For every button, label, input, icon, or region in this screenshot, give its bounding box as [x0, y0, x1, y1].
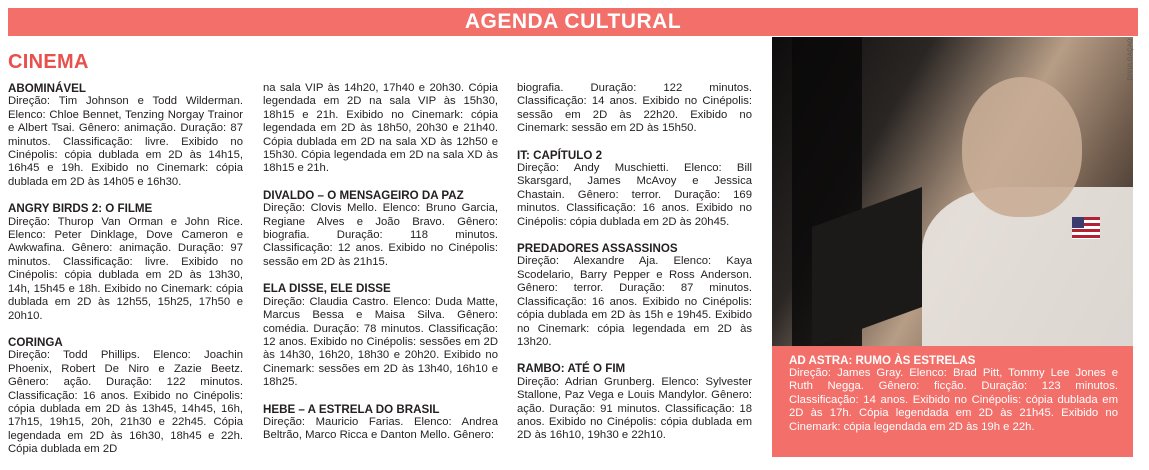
- entry-body: biografia. Duração: 122 minutos. Classificação: 14 anos. Exibido no Cinépolis: sessão em 2D às 22h20. Exibido no Cinemark: sessão em 2D às 15h50.: [517, 82, 752, 135]
- entry-body: Direção: Mauricio Farias. Elenco: Andrea Beltrão, Marco Ricca e Danton Mello. Gênero:: [263, 415, 498, 442]
- entry-body: Direção: Alexandre Aja. Elenco: Kaya Scodelario, Barry Pepper e Ross Anderson. Gênero: terror. Duração: 87 minutos. Classificação: 16 anos. Exibido no Cinépolis: cópia dublada em 2D às 15h e 19h45. Exibido no Cinemark: cópia legendada em 2D às 13h20.: [517, 255, 752, 348]
- entry-title: HEBE – A ESTRELA DO BRASIL: [263, 402, 440, 416]
- entry-body: Direção: Claudia Castro. Elenco: Duda Matte, Marcus Bessa e Maisa Silva. Gênero: comédia. Duração: 78 minutos. Classificação: 12 anos. Exibido no Cinépolis: sessões em 2D às 14h30, 16h20, 18h30 e 20h20. Exibido no Cinemark: sessões em 2D às 13h40, 16h10 e 18h25.: [263, 295, 498, 389]
- entry-body: na sala VIP às 14h20, 17h40 e 20h30. Cópia legendada em 2D na sala VIP às 15h30, 18h15 e 21h. Exibido no Cinemark: cópia legendada em 2D às 18h50, 20h30 e 21h40. Cópia dublada em 2D na sala XD às 12h50 e 15h30. Cópia legendada em 2D na sala XD às 18h15 e 21h.: [263, 82, 498, 175]
- entry-title: DIVALDO – O MENSAGEIRO DA PAZ: [263, 188, 464, 202]
- featured-title: AD ASTRA: RUMO ÀS ESTRELAS: [789, 354, 976, 367]
- entry-body: Direção: Adrian Grunberg. Elenco: Sylvester Stallone, Paz Vega e Louis Mandylor. Gênero: ação. Duração: 91 minutos. Classificação: 18 anos. Exibido no Cinépolis: cópia dublada em 2D às 16h10, 19h30 e 22h10.: [517, 375, 752, 442]
- entry-title: ANGRY BIRDS 2: O FILME: [8, 202, 153, 216]
- entry-body: Direção: Thurop Van Orman e John Rice. Elenco: Peter Dinklage, Dove Cameron e Awkwafina. Gênero: animação. Duração: 97 minutos. Classificação: livre. Exibido no Cinépolis: cópia dublada em 2D às 13h30, 14h, 15h45 e 18h. Exibido no Cinemark: cópia dublada em 2D às 12h55, 15h25, 17h50 e 20h10.: [8, 215, 243, 322]
- photo-credit: DIVULGAÇÃO: [1128, 38, 1134, 81]
- listing-entry: [8, 336, 243, 457]
- entry-body: Direção: Todd Phillips. Elenco: Joachin Phoenix, Robert De Niro e Zazie Beetz. Gênero: ação. Duração: 122 minutos. Classificação: 16 anos. Exibido no Cinépolis: cópia dublada em 2D às 13h45, 14h45, 16h, 17h15, 19h15, 20h, 21h30 e 22h45. Cópia legendada em 2D às 16h30, 18h45 e 22h. Cópia dublada em 2D: [8, 349, 243, 456]
- listing-entry: [8, 202, 243, 323]
- listing-column-1: [8, 82, 243, 470]
- listing-entry: [263, 403, 498, 443]
- header-bar: [8, 8, 1138, 36]
- listing-entry: [517, 362, 752, 442]
- entry-title: CORINGA: [8, 335, 63, 349]
- listing-entry: [8, 82, 243, 189]
- entry-title: PREDADORES ASSASSINOS: [517, 242, 678, 256]
- listing-column-3: [517, 82, 752, 456]
- movie-still-photo: [772, 37, 1133, 346]
- featured-caption-box: [772, 346, 1133, 457]
- listing-entry: [263, 282, 498, 389]
- listing-entry: [263, 189, 498, 269]
- listing-entry-continued: [517, 82, 752, 136]
- entry-body: Direção: Andy Muschietti. Elenco: Bill Skarsgard, James McAvoy e Jessica Chastain. Gênero: terror. Duração: 169 minutos. Classificação: 16 anos. Exibido no Cinépolis: cópia dublada em 2D às 20h45.: [517, 162, 752, 228]
- listing-column-2: [263, 82, 498, 456]
- listing-entry-continued: [263, 82, 498, 176]
- listing-entry: [517, 242, 752, 349]
- section-title: CINEMA: [8, 51, 89, 73]
- photo-face: [962, 77, 1082, 217]
- listing-entry: [517, 149, 752, 229]
- entry-title: RAMBO: ATÉ O FIM: [517, 362, 626, 376]
- entry-body: Direção: Tim Johnson e Todd Wilderman. Elenco: Chloe Bennet, Tenzing Norgay Trainor e Albert Tsai. Gênero: animação. Duração: 87 minutos. Classificação: livre. Exibido no Cinépolis: cópia dublada em 2D às 14h15, 16h45 e 19h. Exibido no Cinemark: cópia dublada em 2D às 14h05 e 16h30.: [8, 95, 243, 188]
- flag-icon: [1072, 217, 1100, 239]
- page-title: AGENDA CULTURAL: [464, 10, 682, 33]
- entry-title: IT: CAPÍTULO 2: [517, 148, 603, 162]
- featured-body: Direção: James Gray. Elenco: Brad Pitt, Tommy Lee Jones e Ruth Negga. Gênero: ficção. Duração: 123 minutos. Classificação: 14 anos. Exibido no Cinépolis: cópia dublada em 2D às 17h. Cópia legendada em 2D às 21h45. Exibido no Cinemark: cópia legendada em 2D às 19h e 22h.: [789, 367, 1118, 433]
- entry-title: ELA DISSE, ELE DISSE: [263, 282, 391, 296]
- entry-body: Direção: Clovis Mello. Elenco: Bruno Garcia, Regiane Alves e João Bravo. Gênero: biografia. Duração: 118 minutos. Classificação: 12 anos. Exibido no Cinépolis: sessão em 2D às 21h15.: [263, 202, 498, 268]
- entry-title: ABOMINÁVEL: [8, 82, 86, 95]
